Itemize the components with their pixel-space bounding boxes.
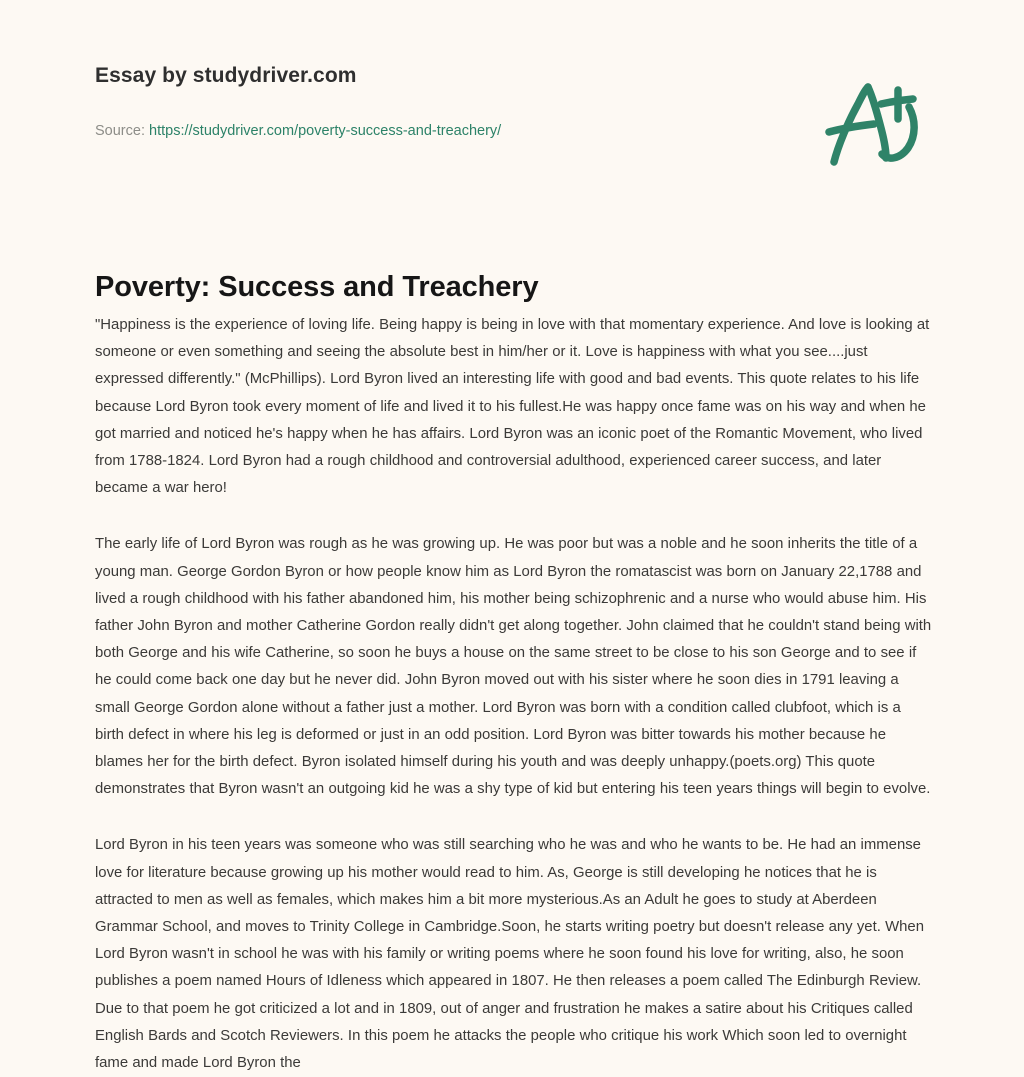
- studydriver-a-plus-logo: [812, 62, 940, 177]
- page-header: [0, 0, 1024, 200]
- source-label: Source:: [95, 123, 145, 139]
- article-paragraph: "Happiness is the experience of loving life. Being happy is being in love with that momentary experience. And love is looking at someone or even something and seeing the absolute best in him/her or it. Love is happiness with what you see....just expressed differently." (McPhillips). Lord Byron lived an interesting life with good and bad events. This quote relates to his life because Lord Byron took every moment of life and lived it to his fullest.He was happy once fame was on his way and when he got married and noticed he's happy when he has affairs. Lord Byron was an iconic poet of the Romantic Movement, who lived from 1788-1824. Lord Byron had a rough childhood and controversial adulthood, experienced career success, and later became a war hero!: [95, 317, 930, 497]
- source-line: [95, 121, 501, 141]
- page-title: Poverty: Success and Treachery: [95, 271, 539, 304]
- essay-byline: Essay by studydriver.com: [95, 64, 357, 87]
- article-paragraph: The early life of Lord Byron was rough as he was growing up. He was poor but was a noble and he soon inherits the title of a young man. George Gordon Byron or how people know him as Lord Byron the romatascist was born on January 22,1788 and lived a rough childhood with his father abandoned him, his mother being schizophrenic and a nurse who would abuse him. His father John Byron and mother Catherine Gordon really didn't get along together. John claimed that he couldn't stand being with both George and his wife Catherine, so soon he buys a house on the same street to be close to his son George and to see if he could come back one day but he never did. John Byron moved out with his sister where he soon dies in 1791 leaving a small George Gordon alone without a father just a mother. Lord Byron was born with a condition called clubfoot, which is a birth defect in where his leg is deformed or just in an odd position. Lord Byron was bitter towards his mother because he blames her for the birth defect. Byron isolated himself during his youth and was deeply unhappy.(poets.org) This quote demonstrates that Byron wasn't an outgoing kid he was a shy type of kid but entering his teen years things will begin to evolve.: [95, 536, 932, 798]
- article-paragraph: Lord Byron in his teen years was someone who was still searching who he was and who he wants to be. He had an immense love for literature because growing up his mother would read to him. As, George is still developing he notices that he is attracted to men as well as females, which makes him a bit more mysterious.As an Adult he goes to study at Aberdeen Grammar School, and moves to Trinity College in Cambridge.Soon, he starts writing poetry but doesn't release any yet. When Lord Byron wasn't in school he was with his family or writing poems where he soon found his love for writing, also, he soon publishes a poem named Hours of Idleness which appeared in 1807. He then releases a poem called The Edinburgh Review. Due to that poem he got criticized a lot and in 1809, out of anger and frustration he makes a satire about his Critiques called English Bards and Scotch Reviewers. In this poem he attacks the people who critique his work Which soon led to overnight fame and made Lord Byron the: [95, 837, 924, 1072]
- source-url-link[interactable]: https://studydriver.com/poverty-success-and-treachery/: [149, 123, 502, 139]
- article-body: [95, 312, 933, 1077]
